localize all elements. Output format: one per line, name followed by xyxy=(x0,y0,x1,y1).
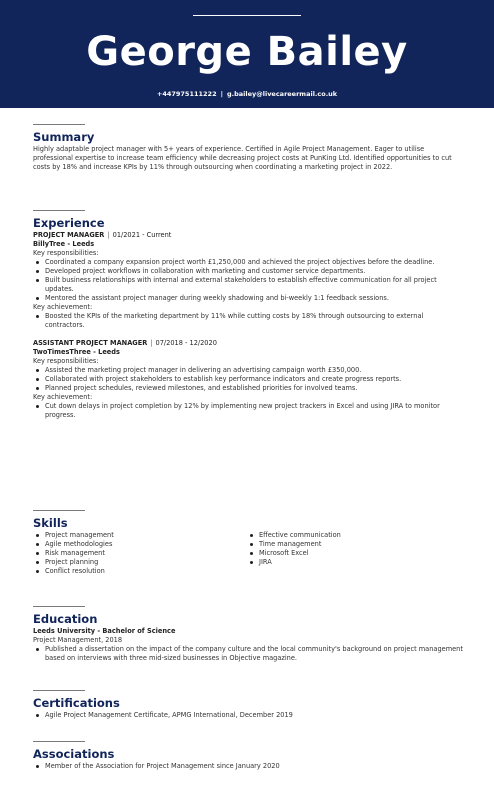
certifications-section xyxy=(33,690,463,720)
list-item: Assisted the marketing project manager in delivering an advertising campaign worth £350,000. xyxy=(33,366,463,375)
job-header xyxy=(33,231,463,240)
job-entry xyxy=(33,231,463,330)
skill-item: Microsoft Excel xyxy=(247,549,461,558)
achievement-label: Key achievement: xyxy=(33,303,93,311)
skill-item: Risk management xyxy=(33,549,247,558)
summary-heading: Summary xyxy=(33,130,95,144)
responsibilities-label: Key responsibilities: xyxy=(33,249,99,257)
education-field: Project Management, 2018 xyxy=(33,636,123,644)
list-item: Agile Project Management Certificate, APMG International, December 2019 xyxy=(33,711,463,720)
education-school: Leeds University - Bachelor of Science xyxy=(33,627,176,635)
list-item: Boosted the KPIs of the marketing department by 11% while cutting costs by 18% through outsourcing to external contractors. xyxy=(33,312,463,330)
email-address[interactable]: g.bailey@livecareermail.co.uk xyxy=(226,90,338,98)
job-dates: 01/2021 - Current xyxy=(112,231,172,239)
job-header xyxy=(33,339,463,348)
associations-heading: Associations xyxy=(33,747,115,761)
achievements-list xyxy=(33,312,463,330)
list-item: Published a dissertation on the impact of the company culture and the local community's background on project management based on interviews with three mid-sized businesses in Objective magazine. xyxy=(33,645,463,663)
education-heading: Education xyxy=(33,612,98,626)
job-company: BillyTree - Leeds xyxy=(33,240,95,248)
job-dates: 07/2018 - 12/2020 xyxy=(155,339,217,347)
skills-heading: Skills xyxy=(33,516,68,530)
section-divider xyxy=(33,124,85,125)
skill-item: Project planning xyxy=(33,558,247,567)
summary-text: Highly adaptable project manager with 5+ years of experience. Certified in Agile Project Management. Eager to utilise professional expertise to increase team efficiency while decreasing project costs at PunKing Ltd. Identified opportunities to cut costs by 18% and increase KPIs by 11% through outsourcing when coordinating a marketing project in 2022. xyxy=(33,145,452,171)
list-item: Coordinated a company expansion project worth £1,250,000 and achieved the project objectives before the deadline. xyxy=(33,258,463,267)
experience-heading: Experience xyxy=(33,216,105,230)
skills-section xyxy=(33,510,463,576)
skill-item: Time management xyxy=(247,540,461,549)
phone-number[interactable]: +447975111222 xyxy=(156,90,217,98)
achievement-label: Key achievement: xyxy=(33,393,93,401)
skills-list-right xyxy=(247,531,461,576)
achievements-list xyxy=(33,402,463,420)
education-section xyxy=(33,606,463,663)
section-divider xyxy=(33,606,85,607)
section-divider xyxy=(33,210,85,211)
skill-item: Conflict resolution xyxy=(33,567,247,576)
job-entry xyxy=(33,339,463,420)
skill-item: Effective communication xyxy=(247,531,461,540)
contact-line xyxy=(0,90,494,99)
responsibilities-label: Key responsibilities: xyxy=(33,357,99,365)
section-divider xyxy=(33,510,85,511)
list-item: Collaborated with project stakeholders to establish key performance indicators and create progress reports. xyxy=(33,375,463,384)
responsibilities-list xyxy=(33,258,463,303)
skill-item: Project management xyxy=(33,531,247,540)
certifications-list xyxy=(33,711,463,720)
section-divider xyxy=(33,741,85,742)
list-item: Mentored the assistant project manager during weekly shadowing and bi-weekly 1:1 feedback sessions. xyxy=(33,294,463,303)
associations-list xyxy=(33,762,463,771)
skills-list-left xyxy=(33,531,247,576)
section-divider xyxy=(33,690,85,691)
skill-item: Agile methodologies xyxy=(33,540,247,549)
education-list xyxy=(33,645,463,663)
experience-section xyxy=(33,210,463,420)
resume-header xyxy=(0,0,494,108)
responsibilities-list xyxy=(33,366,463,393)
header-divider xyxy=(193,15,301,16)
summary-section xyxy=(33,124,463,172)
job-company: TwoTimesThree - Leeds xyxy=(33,348,120,356)
candidate-name: George Bailey xyxy=(86,29,408,75)
certifications-heading: Certifications xyxy=(33,696,120,710)
job-title: ASSISTANT PROJECT MANAGER xyxy=(33,339,148,347)
list-item: Built business relationships with internal and external stakeholders to establish effective communication for all project updates. xyxy=(33,276,463,294)
job-title: PROJECT MANAGER xyxy=(33,231,105,239)
skill-item: JIRA xyxy=(247,558,461,567)
job-separator: | xyxy=(107,231,110,239)
skills-columns xyxy=(33,531,463,576)
associations-section xyxy=(33,741,463,771)
list-item: Developed project workflows in collaboration with marketing and customer service departments. xyxy=(33,267,463,276)
list-item: Member of the Association for Project Management since January 2020 xyxy=(33,762,463,771)
list-item: Cut down delays in project completion by 12% by implementing new project trackers in Excel and using JIRA to monitor progress. xyxy=(33,402,463,420)
contact-separator: | xyxy=(220,90,223,98)
list-item: Planned project schedules, reviewed milestones, and established priorities for involved teams. xyxy=(33,384,463,393)
job-separator: | xyxy=(150,339,153,347)
